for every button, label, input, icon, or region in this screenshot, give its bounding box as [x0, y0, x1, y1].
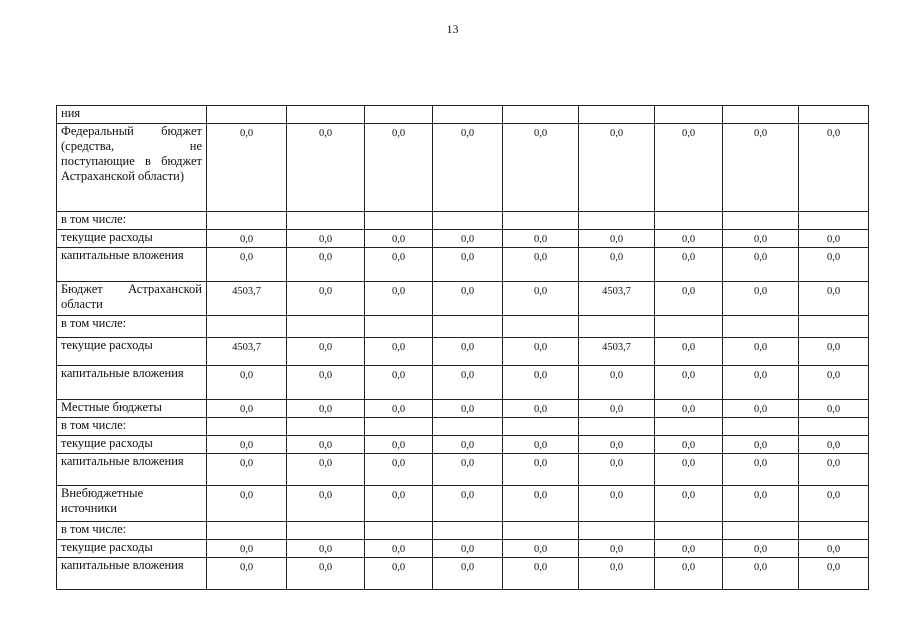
- value-cell: 0,0: [723, 282, 799, 316]
- value-cell: [433, 106, 503, 124]
- value-cell: 0,0: [503, 400, 579, 418]
- table-row: [57, 282, 869, 316]
- value-cell: 0,0: [799, 540, 869, 558]
- value-cell: [365, 418, 433, 436]
- value-cell: [655, 212, 723, 230]
- value-cell: 0,0: [655, 400, 723, 418]
- value-cell: [287, 212, 365, 230]
- row-label: Федеральный бюджет (средства, не поступающие в бюджет Астраханской области): [57, 124, 207, 212]
- value-cell: 0,0: [723, 436, 799, 454]
- value-cell: 0,0: [799, 486, 869, 522]
- value-cell: [207, 106, 287, 124]
- value-cell: 0,0: [655, 454, 723, 486]
- value-cell: [365, 106, 433, 124]
- row-label: ния: [57, 106, 207, 124]
- value-cell: 0,0: [503, 558, 579, 590]
- table-row: [57, 248, 869, 282]
- value-cell: 0,0: [723, 454, 799, 486]
- value-cell: 0,0: [579, 230, 655, 248]
- value-cell: 0,0: [503, 366, 579, 400]
- value-cell: 0,0: [579, 400, 655, 418]
- row-label: в том числе:: [57, 522, 207, 540]
- value-cell: [365, 212, 433, 230]
- value-cell: 0,0: [655, 558, 723, 590]
- value-cell: 0,0: [579, 124, 655, 212]
- value-cell: 0,0: [503, 248, 579, 282]
- value-cell: 0,0: [655, 486, 723, 522]
- value-cell: 0,0: [503, 124, 579, 212]
- value-cell: 0,0: [207, 454, 287, 486]
- value-cell: 0,0: [723, 540, 799, 558]
- row-label: текущие расходы: [57, 436, 207, 454]
- value-cell: 0,0: [503, 486, 579, 522]
- value-cell: 0,0: [287, 248, 365, 282]
- value-cell: 0,0: [365, 400, 433, 418]
- value-cell: 0,0: [365, 540, 433, 558]
- value-cell: 0,0: [287, 436, 365, 454]
- value-cell: [503, 106, 579, 124]
- table-row: [57, 486, 869, 522]
- value-cell: 0,0: [579, 558, 655, 590]
- row-label: Внебюджетные источники: [57, 486, 207, 522]
- value-cell: 0,0: [655, 436, 723, 454]
- value-cell: [799, 316, 869, 338]
- value-cell: 0,0: [287, 454, 365, 486]
- value-cell: 0,0: [655, 230, 723, 248]
- value-cell: 0,0: [365, 436, 433, 454]
- value-cell: 0,0: [287, 338, 365, 366]
- value-cell: [579, 212, 655, 230]
- value-cell: 0,0: [433, 366, 503, 400]
- value-cell: 0,0: [287, 400, 365, 418]
- value-cell: 0,0: [365, 230, 433, 248]
- value-cell: 0,0: [365, 558, 433, 590]
- value-cell: [799, 418, 869, 436]
- value-cell: 0,0: [655, 366, 723, 400]
- value-cell: 0,0: [723, 338, 799, 366]
- value-cell: [433, 418, 503, 436]
- value-cell: 0,0: [655, 540, 723, 558]
- value-cell: 0,0: [365, 124, 433, 212]
- value-cell: 4503,7: [207, 282, 287, 316]
- value-cell: [503, 418, 579, 436]
- value-cell: 0,0: [287, 486, 365, 522]
- value-cell: 0,0: [365, 366, 433, 400]
- row-label: капитальные вложения: [57, 558, 207, 590]
- value-cell: 0,0: [799, 338, 869, 366]
- value-cell: [579, 522, 655, 540]
- value-cell: 0,0: [433, 230, 503, 248]
- row-label: Местные бюджеты: [57, 400, 207, 418]
- value-cell: 4503,7: [579, 338, 655, 366]
- value-cell: [799, 212, 869, 230]
- value-cell: [287, 106, 365, 124]
- value-cell: 0,0: [433, 400, 503, 418]
- table-row: [57, 366, 869, 400]
- value-cell: 0,0: [655, 248, 723, 282]
- value-cell: 0,0: [433, 558, 503, 590]
- value-cell: 0,0: [287, 558, 365, 590]
- table-row: [57, 558, 869, 590]
- value-cell: 0,0: [799, 400, 869, 418]
- row-label: текущие расходы: [57, 338, 207, 366]
- value-cell: 0,0: [503, 338, 579, 366]
- value-cell: 4503,7: [207, 338, 287, 366]
- value-cell: [579, 418, 655, 436]
- row-label: в том числе:: [57, 418, 207, 436]
- value-cell: 0,0: [799, 454, 869, 486]
- value-cell: 0,0: [503, 282, 579, 316]
- value-cell: 0,0: [579, 366, 655, 400]
- value-cell: [207, 522, 287, 540]
- row-label: Бюджет Астраханской области: [57, 282, 207, 316]
- value-cell: 0,0: [207, 540, 287, 558]
- value-cell: [287, 418, 365, 436]
- value-cell: [365, 522, 433, 540]
- value-cell: 0,0: [365, 486, 433, 522]
- row-label: в том числе:: [57, 316, 207, 338]
- value-cell: 0,0: [365, 454, 433, 486]
- table-row: [57, 540, 869, 558]
- value-cell: 0,0: [655, 338, 723, 366]
- row-label: капитальные вложения: [57, 454, 207, 486]
- value-cell: 0,0: [503, 454, 579, 486]
- value-cell: 0,0: [579, 454, 655, 486]
- value-cell: [655, 316, 723, 338]
- table-row: [57, 454, 869, 486]
- value-cell: 0,0: [799, 230, 869, 248]
- value-cell: 0,0: [207, 486, 287, 522]
- value-cell: [365, 316, 433, 338]
- value-cell: 0,0: [655, 282, 723, 316]
- value-cell: 0,0: [799, 124, 869, 212]
- table-row: [57, 418, 869, 436]
- value-cell: 0,0: [365, 248, 433, 282]
- value-cell: [723, 212, 799, 230]
- value-cell: 0,0: [799, 366, 869, 400]
- value-cell: [503, 212, 579, 230]
- value-cell: 0,0: [207, 400, 287, 418]
- value-cell: 0,0: [207, 366, 287, 400]
- value-cell: 0,0: [433, 486, 503, 522]
- value-cell: 0,0: [655, 124, 723, 212]
- value-cell: [287, 316, 365, 338]
- page-number: 13: [446, 22, 459, 36]
- row-label: текущие расходы: [57, 230, 207, 248]
- value-cell: 0,0: [365, 282, 433, 316]
- value-cell: 0,0: [723, 124, 799, 212]
- value-cell: 0,0: [207, 248, 287, 282]
- table-row: [57, 338, 869, 366]
- value-cell: [723, 316, 799, 338]
- value-cell: [433, 212, 503, 230]
- value-cell: [799, 522, 869, 540]
- value-cell: 0,0: [503, 540, 579, 558]
- value-cell: 0,0: [503, 230, 579, 248]
- value-cell: 0,0: [207, 558, 287, 590]
- table-row: [57, 316, 869, 338]
- value-cell: 0,0: [799, 282, 869, 316]
- value-cell: 0,0: [799, 558, 869, 590]
- value-cell: 0,0: [433, 436, 503, 454]
- table-body: [57, 106, 869, 590]
- value-cell: [503, 316, 579, 338]
- table-row: [57, 436, 869, 454]
- value-cell: 0,0: [433, 454, 503, 486]
- budget-table: [56, 105, 869, 590]
- value-cell: 0,0: [287, 230, 365, 248]
- value-cell: [723, 418, 799, 436]
- value-cell: 0,0: [433, 248, 503, 282]
- value-cell: 0,0: [207, 124, 287, 212]
- table-row: [57, 230, 869, 248]
- value-cell: 0,0: [207, 436, 287, 454]
- value-cell: 0,0: [433, 282, 503, 316]
- table-row: [57, 124, 869, 212]
- value-cell: 0,0: [723, 248, 799, 282]
- row-label: капитальные вложения: [57, 366, 207, 400]
- table-row: [57, 106, 869, 124]
- value-cell: 0,0: [579, 248, 655, 282]
- value-cell: 0,0: [723, 230, 799, 248]
- value-cell: 0,0: [723, 486, 799, 522]
- value-cell: [655, 106, 723, 124]
- value-cell: [503, 522, 579, 540]
- value-cell: [723, 522, 799, 540]
- value-cell: [723, 106, 799, 124]
- value-cell: 0,0: [723, 400, 799, 418]
- value-cell: 0,0: [433, 540, 503, 558]
- value-cell: 0,0: [579, 540, 655, 558]
- value-cell: 0,0: [579, 436, 655, 454]
- value-cell: 0,0: [287, 282, 365, 316]
- value-cell: 0,0: [365, 338, 433, 366]
- value-cell: [579, 316, 655, 338]
- value-cell: 0,0: [433, 124, 503, 212]
- table-row: [57, 400, 869, 418]
- value-cell: [433, 316, 503, 338]
- value-cell: [207, 212, 287, 230]
- value-cell: [655, 522, 723, 540]
- value-cell: 0,0: [799, 248, 869, 282]
- value-cell: 0,0: [287, 540, 365, 558]
- value-cell: 0,0: [799, 436, 869, 454]
- value-cell: 0,0: [207, 230, 287, 248]
- row-label: текущие расходы: [57, 540, 207, 558]
- value-cell: [287, 522, 365, 540]
- table-row: [57, 522, 869, 540]
- value-cell: [655, 418, 723, 436]
- value-cell: [207, 418, 287, 436]
- value-cell: 0,0: [723, 558, 799, 590]
- table-row: [57, 212, 869, 230]
- value-cell: [207, 316, 287, 338]
- value-cell: 0,0: [723, 366, 799, 400]
- row-label: капитальные вложения: [57, 248, 207, 282]
- value-cell: 4503,7: [579, 282, 655, 316]
- value-cell: 0,0: [503, 436, 579, 454]
- row-label: в том числе:: [57, 212, 207, 230]
- value-cell: [799, 106, 869, 124]
- value-cell: 0,0: [579, 486, 655, 522]
- value-cell: [579, 106, 655, 124]
- value-cell: 0,0: [433, 338, 503, 366]
- value-cell: [433, 522, 503, 540]
- value-cell: 0,0: [287, 124, 365, 212]
- value-cell: 0,0: [287, 366, 365, 400]
